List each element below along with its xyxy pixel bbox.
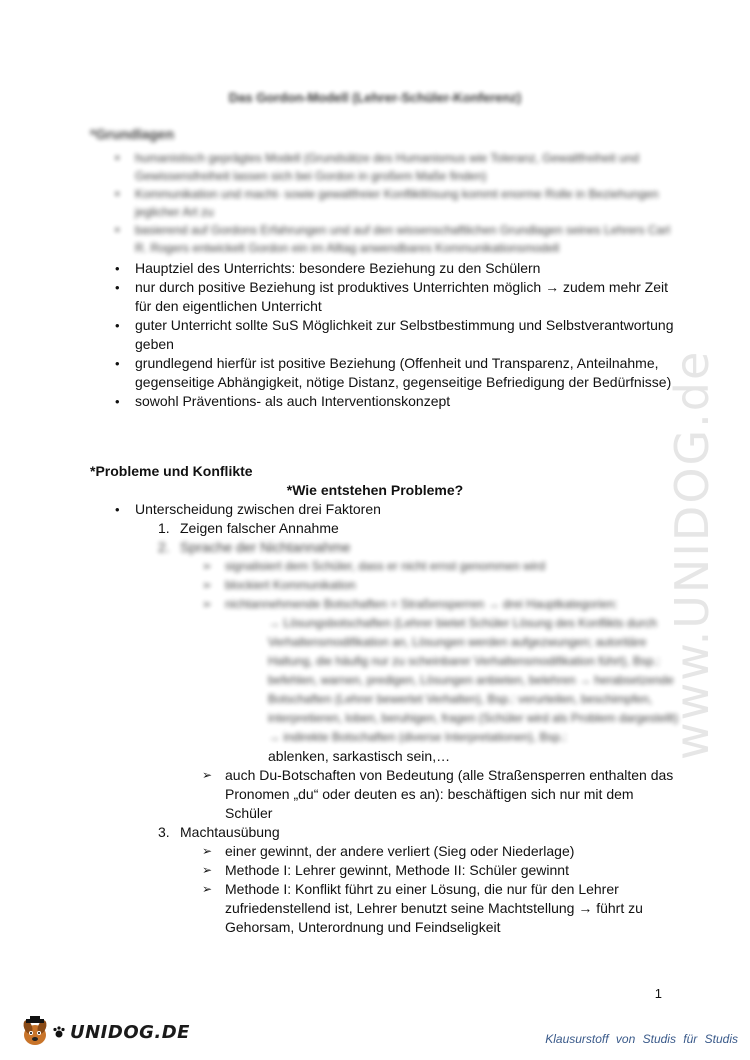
list-item: • humanistisch geprägtes Modell (Grundsätze des Humanismus wie Toleranz, Gewaltfreiheit und Gewissensfreiheit lassen sich bei Gordon in großem Maße finden): [90, 149, 680, 185]
list-item: • Kommunikation und macht- sowie gewaltfreier Konfliktlösung kommt enorme Rolle in Beziehungen jeglicher Art zu: [90, 185, 680, 221]
factor-list: [90, 519, 680, 557]
dog-mascot-icon: [18, 1015, 52, 1049]
factor-item-3: [90, 823, 680, 842]
brand-name: UNIDOG.DE: [70, 1021, 190, 1043]
footer-logo[interactable]: [18, 1015, 190, 1049]
section-heading-probleme: *Probleme und Konflikte: [90, 463, 253, 479]
list-item: • grundlegend hierfür ist positive Beziehung (Offenheit und Transparenz, Anteilnahme, gegenseitige Abhängigkeit, nötige Distanz, gegenseitige Befriedigung der Bedürfnisse): [90, 354, 680, 392]
message-categories-tail: ablenken, sarkastisch sein,…: [268, 748, 451, 764]
section-heading-grundlagen: *Grundlagen: [90, 126, 175, 142]
factor-text: Machtausübung: [180, 824, 280, 840]
list-item: • guter Unterricht sollte SuS Möglichkeit zur Selbstbestimmung und Selbstverantwortung geben: [90, 316, 680, 354]
factor-number: 2.: [158, 539, 170, 555]
list-item: • basierend auf Gordons Erfahrungen und auf den wissenschaftlichen Grundlagen seines Lehrers Carl R. Rogers entwickelt Gordon ein im Alltag anwendbares Kommunikationsmodell: [90, 221, 680, 257]
factor2-sublist: [90, 557, 680, 614]
list-item: • Hauptziel des Unterrichts: besondere Beziehung zu den Schülern: [90, 259, 680, 278]
list-item: ➢ signalisiert dem Schüler, dass er nicht ernst genommen wird: [90, 557, 680, 576]
section-grundlagen: [90, 125, 680, 411]
grundlagen-list: [90, 149, 680, 257]
document-title: Das Gordon-Modell (Lehrer-Schüler-Konferenz): [228, 90, 522, 105]
factor-number: 3.: [158, 824, 170, 840]
footer-tagline: Klausurstoff von Studis für Studis: [545, 1032, 738, 1046]
section-probleme: [90, 462, 680, 481]
page-number: 1: [654, 986, 662, 1001]
list-item: ➢ Methode I: Lehrer gewinnt, Methode II: Schüler gewinnt: [90, 861, 680, 880]
factor-text: Zeigen falscher Annahme: [180, 520, 339, 536]
factor-item-1: [90, 519, 680, 538]
watermark: www.UNIDOG.de: [665, 349, 719, 760]
du-botschaften-list: [90, 766, 680, 823]
factor-list-3: [90, 823, 680, 842]
list-item: ➢ nichtannehmende Botschaften = Straßensperren → drei Hauptkategorien:: [90, 595, 680, 614]
probleme-list: [90, 500, 680, 519]
list-item: ➢ auch Du-Botschaften von Bedeutung (alle Straßensperren enthalten das Pronomen „du“ oder deuten es an): beschäftigen sich nur mit dem Schüler: [90, 766, 680, 823]
factor3-sublist: [90, 842, 680, 937]
list-item: ➢ blockiert Kommunikation: [90, 576, 680, 595]
list-item: • sowohl Präventions- als auch Interventionskonzept: [90, 392, 680, 411]
list-item: ➢ Methode I: Konflikt führt zu einer Lösung, die nur für den Lehrer zufriedenstellend ist, Lehrer benutzt seine Machtstellung → führt zu Gehorsam, Unterordnung und Feindseligkeit: [90, 880, 680, 937]
list-item: • nur durch positive Beziehung ist produktives Unterrichten möglich → zudem mehr Zeit für den eigentlichen Unterricht: [90, 278, 680, 316]
probleme-body: [90, 500, 680, 937]
paw-icon: [52, 1025, 66, 1039]
list-item: • Unterscheidung zwischen drei Faktoren: [90, 500, 680, 519]
factor-text: Sprache der Nichtannahme: [180, 539, 351, 555]
factor-number: 1.: [158, 520, 170, 536]
message-categories: → Lösungsbotschaften (Lehrer bietet Schüler Lösung des Konflikts durch Verhaltensmodifikation an, Lösungen werden aufgezwungen; autoritäre Haltung, die häufig nur zu scheinbarer Verhaltensmodifikation führt), Bsp.: befehlen, warnen, predigen, Lösungen anbieten, belehren → herabsetzende Botschaften (Lehrer bewertet Verhalten), Bsp.: verurteilen, beschimpfen, interpretieren, loben, beruhigen, fragen (Schüler wird als Problem dargestellt) → indirekte Botschaften (diverse Interpretationen), Bsp.:: [268, 616, 679, 744]
list-item: ➢ einer gewinnt, der andere verliert (Sieg oder Niederlage): [90, 842, 680, 861]
factor-item-2: [90, 538, 680, 557]
grundlagen-list-clear: [90, 259, 680, 411]
subheading-wie-entstehen: *Wie entstehen Probleme?: [286, 482, 464, 498]
